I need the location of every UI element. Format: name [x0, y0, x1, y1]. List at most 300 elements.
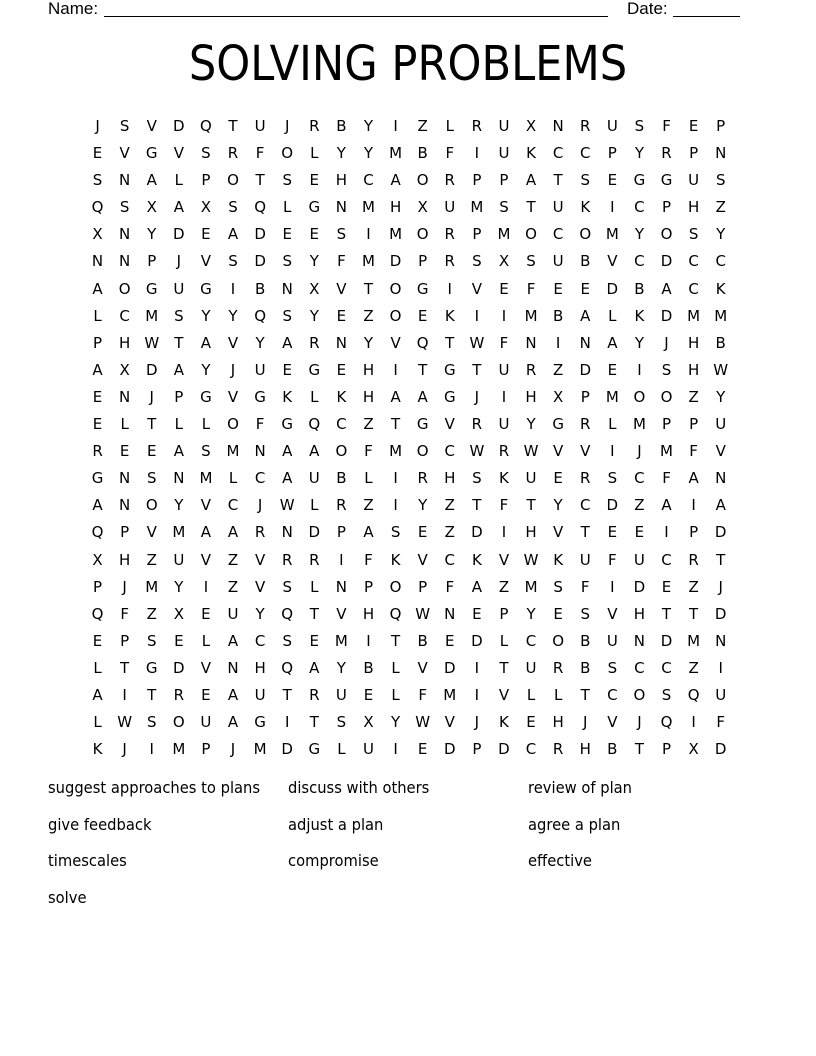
- grid-letter[interactable]: Y: [174, 496, 184, 515]
- grid-letter[interactable]: O: [416, 171, 429, 190]
- grid-letter[interactable]: F: [608, 550, 617, 569]
- grid-letter[interactable]: P: [499, 171, 509, 190]
- grid-letter[interactable]: G: [443, 360, 456, 379]
- grid-letter[interactable]: L: [391, 685, 400, 704]
- grid-letter[interactable]: N: [173, 469, 185, 488]
- grid-letter[interactable]: Z: [688, 658, 699, 677]
- grid-letter[interactable]: V: [200, 658, 212, 677]
- grid-letter[interactable]: C: [227, 496, 239, 515]
- grid-letter[interactable]: Z: [146, 550, 157, 569]
- grid-letter[interactable]: N: [91, 252, 104, 271]
- grid-letter[interactable]: X: [92, 225, 103, 244]
- grid-letter[interactable]: P: [120, 631, 130, 650]
- grid-letter[interactable]: E: [363, 685, 374, 704]
- grid-letter[interactable]: E: [553, 469, 563, 488]
- grid-letter[interactable]: X: [498, 252, 510, 271]
- grid-letter[interactable]: N: [335, 333, 347, 352]
- grid-letter[interactable]: T: [689, 604, 699, 623]
- grid-letter[interactable]: W: [144, 333, 160, 352]
- grid-letter[interactable]: M: [632, 415, 646, 434]
- grid-letter[interactable]: U: [579, 550, 591, 569]
- grid-letter[interactable]: K: [336, 387, 347, 406]
- grid-letter[interactable]: W: [523, 550, 539, 569]
- grid-letter[interactable]: X: [200, 198, 212, 217]
- grid-letter[interactable]: M: [389, 225, 403, 244]
- grid-letter[interactable]: V: [498, 550, 510, 569]
- grid-letter[interactable]: Y: [309, 306, 319, 325]
- grid-letter[interactable]: V: [444, 415, 455, 434]
- grid-letter[interactable]: S: [580, 171, 590, 190]
- grid-letter[interactable]: Q: [91, 604, 104, 623]
- grid-letter[interactable]: Q: [91, 198, 104, 217]
- grid-letter[interactable]: Y: [201, 306, 211, 325]
- grid-letter[interactable]: H: [254, 658, 266, 677]
- grid-letter[interactable]: U: [173, 279, 185, 298]
- grid-letter[interactable]: N: [119, 171, 131, 190]
- grid-letter[interactable]: P: [201, 740, 211, 759]
- grid-letter[interactable]: V: [553, 442, 564, 461]
- grid-letter[interactable]: V: [227, 387, 239, 406]
- grid-letter[interactable]: I: [122, 685, 127, 704]
- grid-letter[interactable]: S: [146, 469, 157, 488]
- grid-letter[interactable]: A: [227, 225, 239, 244]
- grid-letter[interactable]: H: [687, 198, 700, 217]
- grid-letter[interactable]: H: [579, 740, 591, 759]
- grid-letter[interactable]: Y: [363, 117, 374, 135]
- grid-letter[interactable]: S: [146, 713, 157, 732]
- grid-letter[interactable]: P: [661, 740, 672, 759]
- grid-letter[interactable]: A: [580, 306, 591, 325]
- grid-letter[interactable]: O: [660, 387, 673, 406]
- grid-letter[interactable]: N: [335, 577, 347, 596]
- grid-letter[interactable]: F: [716, 713, 726, 732]
- grid-letter[interactable]: U: [498, 117, 510, 135]
- grid-letter[interactable]: G: [200, 387, 212, 406]
- date-field[interactable]: [673, 0, 740, 17]
- grid-letter[interactable]: R: [309, 685, 320, 704]
- grid-letter[interactable]: R: [444, 171, 455, 190]
- grid-letter[interactable]: T: [147, 415, 157, 434]
- grid-letter[interactable]: H: [362, 387, 375, 406]
- grid-letter[interactable]: F: [445, 577, 455, 596]
- grid-letter[interactable]: S: [119, 198, 130, 217]
- grid-letter[interactable]: R: [336, 496, 347, 515]
- grid-letter[interactable]: V: [390, 333, 401, 352]
- grid-letter[interactable]: S: [634, 117, 645, 135]
- grid-letter[interactable]: I: [664, 523, 669, 542]
- grid-letter[interactable]: Q: [91, 523, 104, 542]
- grid-letter[interactable]: S: [526, 252, 536, 271]
- grid-letter[interactable]: H: [362, 360, 375, 379]
- grid-letter[interactable]: N: [254, 442, 266, 461]
- grid-letter[interactable]: E: [634, 523, 645, 542]
- grid-letter[interactable]: R: [471, 415, 483, 434]
- grid-letter[interactable]: V: [471, 279, 482, 298]
- grid-letter[interactable]: E: [309, 631, 320, 650]
- grid-letter[interactable]: L: [174, 415, 183, 434]
- grid-letter[interactable]: G: [633, 171, 646, 190]
- grid-letter[interactable]: I: [366, 225, 371, 244]
- grid-letter[interactable]: P: [499, 604, 509, 623]
- grid-letter[interactable]: B: [715, 333, 726, 352]
- grid-letter[interactable]: Y: [336, 144, 346, 163]
- grid-letter[interactable]: G: [308, 198, 321, 217]
- grid-letter[interactable]: P: [201, 171, 211, 190]
- grid-letter[interactable]: N: [335, 198, 347, 217]
- grid-letter[interactable]: E: [445, 631, 455, 650]
- grid-letter[interactable]: V: [607, 252, 618, 271]
- grid-letter[interactable]: Z: [688, 577, 699, 596]
- grid-letter[interactable]: Z: [444, 496, 455, 515]
- grid-letter[interactable]: V: [146, 523, 157, 542]
- grid-letter[interactable]: A: [390, 387, 401, 406]
- grid-letter[interactable]: A: [282, 442, 293, 461]
- grid-letter[interactable]: F: [120, 604, 129, 623]
- grid-letter[interactable]: E: [92, 415, 103, 434]
- grid-letter[interactable]: T: [363, 279, 374, 298]
- grid-letter[interactable]: I: [501, 387, 507, 406]
- grid-letter[interactable]: F: [364, 442, 373, 461]
- grid-letter[interactable]: K: [282, 387, 293, 406]
- grid-letter[interactable]: S: [553, 577, 563, 596]
- grid-letter[interactable]: H: [633, 604, 646, 623]
- grid-letter[interactable]: F: [499, 496, 509, 515]
- grid-letter[interactable]: N: [227, 658, 239, 677]
- grid-letter[interactable]: Y: [553, 496, 563, 515]
- grid-letter[interactable]: G: [254, 387, 266, 406]
- grid-letter[interactable]: M: [605, 387, 619, 406]
- grid-letter[interactable]: S: [228, 252, 238, 271]
- grid-letter[interactable]: I: [149, 740, 154, 759]
- grid-letter[interactable]: S: [336, 713, 347, 732]
- grid-letter[interactable]: I: [555, 333, 561, 352]
- grid-letter[interactable]: D: [254, 225, 266, 244]
- grid-letter[interactable]: Y: [309, 252, 319, 271]
- grid-letter[interactable]: O: [525, 225, 537, 244]
- grid-letter[interactable]: U: [525, 469, 537, 488]
- grid-letter[interactable]: D: [660, 631, 673, 650]
- grid-letter[interactable]: R: [92, 442, 103, 461]
- grid-letter[interactable]: D: [660, 252, 673, 271]
- grid-letter[interactable]: K: [634, 306, 645, 325]
- grid-letter[interactable]: M: [443, 685, 457, 704]
- grid-letter[interactable]: O: [552, 631, 565, 650]
- grid-letter[interactable]: E: [119, 442, 130, 461]
- grid-letter[interactable]: U: [498, 144, 510, 163]
- grid-letter[interactable]: S: [580, 604, 590, 623]
- grid-letter[interactable]: T: [255, 171, 265, 190]
- grid-letter[interactable]: O: [633, 387, 646, 406]
- grid-letter[interactable]: A: [661, 279, 672, 298]
- grid-letter[interactable]: M: [172, 740, 186, 759]
- grid-letter[interactable]: Y: [363, 333, 374, 352]
- grid-letter[interactable]: U: [498, 360, 510, 379]
- grid-letter[interactable]: A: [417, 387, 428, 406]
- grid-letter[interactable]: J: [664, 333, 669, 352]
- grid-letter[interactable]: Z: [227, 550, 239, 569]
- grid-letter[interactable]: T: [228, 117, 238, 135]
- grid-letter[interactable]: U: [688, 171, 700, 190]
- grid-letter[interactable]: D: [443, 740, 456, 759]
- grid-letter[interactable]: X: [119, 360, 130, 379]
- grid-letter[interactable]: H: [525, 387, 537, 406]
- grid-letter[interactable]: M: [470, 198, 484, 217]
- grid-letter[interactable]: F: [526, 279, 536, 298]
- grid-letter[interactable]: C: [254, 631, 266, 650]
- grid-letter[interactable]: S: [472, 252, 482, 271]
- grid-letter[interactable]: B: [336, 117, 347, 135]
- grid-letter[interactable]: L: [499, 631, 509, 650]
- grid-letter[interactable]: O: [227, 171, 239, 190]
- grid-letter[interactable]: Z: [363, 415, 374, 434]
- grid-letter[interactable]: A: [661, 496, 672, 515]
- grid-letter[interactable]: R: [471, 117, 483, 135]
- grid-letter[interactable]: S: [336, 225, 347, 244]
- grid-letter[interactable]: M: [362, 252, 375, 271]
- grid-letter[interactable]: E: [417, 523, 428, 542]
- grid-letter[interactable]: G: [660, 171, 673, 190]
- grid-letter[interactable]: U: [227, 604, 239, 623]
- grid-letter[interactable]: W: [469, 333, 485, 352]
- grid-letter[interactable]: S: [661, 685, 672, 704]
- grid-letter[interactable]: D: [498, 740, 510, 759]
- grid-letter[interactable]: N: [119, 387, 131, 406]
- grid-letter[interactable]: S: [228, 198, 238, 217]
- grid-letter[interactable]: L: [391, 658, 400, 677]
- grid-letter[interactable]: Y: [526, 604, 536, 623]
- grid-letter[interactable]: I: [393, 469, 398, 488]
- grid-letter[interactable]: M: [253, 740, 267, 759]
- grid-letter[interactable]: A: [363, 523, 374, 542]
- grid-letter[interactable]: U: [254, 685, 266, 704]
- grid-letter[interactable]: E: [92, 144, 103, 163]
- grid-letter[interactable]: J: [637, 442, 642, 461]
- grid-letter[interactable]: I: [393, 496, 398, 515]
- grid-letter[interactable]: P: [661, 198, 672, 217]
- grid-letter[interactable]: A: [173, 442, 184, 461]
- grid-letter[interactable]: C: [119, 306, 130, 325]
- grid-letter[interactable]: B: [580, 631, 591, 650]
- grid-letter[interactable]: B: [552, 306, 564, 325]
- grid-letter[interactable]: I: [203, 577, 209, 596]
- grid-letter[interactable]: U: [200, 713, 212, 732]
- grid-letter[interactable]: Y: [418, 496, 428, 515]
- grid-letter[interactable]: O: [145, 496, 158, 515]
- grid-letter[interactable]: U: [498, 415, 510, 434]
- grid-letter[interactable]: H: [687, 360, 700, 379]
- grid-letter[interactable]: I: [610, 442, 615, 461]
- grid-letter[interactable]: R: [498, 442, 510, 461]
- grid-letter[interactable]: P: [147, 252, 157, 271]
- grid-letter[interactable]: K: [553, 550, 564, 569]
- grid-letter[interactable]: T: [174, 333, 184, 352]
- grid-letter[interactable]: U: [444, 198, 456, 217]
- grid-letter[interactable]: L: [608, 306, 617, 325]
- grid-letter[interactable]: R: [580, 415, 591, 434]
- grid-letter[interactable]: J: [95, 117, 100, 135]
- grid-letter[interactable]: P: [472, 225, 482, 244]
- grid-letter[interactable]: N: [552, 117, 564, 135]
- grid-letter[interactable]: N: [633, 631, 646, 650]
- grid-letter[interactable]: N: [715, 144, 727, 163]
- grid-letter[interactable]: M: [524, 306, 538, 325]
- grid-letter[interactable]: P: [120, 523, 130, 542]
- grid-letter[interactable]: E: [417, 306, 428, 325]
- grid-letter[interactable]: C: [634, 252, 645, 271]
- grid-letter[interactable]: L: [445, 117, 454, 135]
- grid-letter[interactable]: G: [281, 415, 294, 434]
- grid-letter[interactable]: A: [607, 333, 618, 352]
- grid-letter[interactable]: U: [606, 117, 618, 135]
- grid-letter[interactable]: P: [580, 387, 590, 406]
- grid-letter[interactable]: Y: [174, 577, 184, 596]
- grid-letter[interactable]: V: [119, 144, 130, 163]
- grid-letter[interactable]: G: [552, 415, 564, 434]
- grid-letter[interactable]: R: [254, 523, 266, 542]
- grid-letter[interactable]: P: [174, 387, 184, 406]
- grid-letter[interactable]: R: [227, 144, 239, 163]
- grid-letter[interactable]: U: [633, 550, 645, 569]
- grid-letter[interactable]: A: [92, 496, 103, 515]
- grid-letter[interactable]: O: [335, 442, 348, 461]
- grid-letter[interactable]: D: [145, 360, 158, 379]
- grid-letter[interactable]: S: [607, 469, 618, 488]
- grid-letter[interactable]: R: [281, 550, 293, 569]
- grid-letter[interactable]: R: [688, 550, 699, 569]
- grid-letter[interactable]: Q: [254, 306, 267, 325]
- grid-letter[interactable]: S: [607, 658, 618, 677]
- grid-letter[interactable]: X: [92, 550, 103, 569]
- grid-letter[interactable]: C: [579, 144, 591, 163]
- grid-letter[interactable]: Q: [389, 604, 402, 623]
- grid-letter[interactable]: C: [661, 550, 672, 569]
- grid-letter[interactable]: T: [282, 685, 292, 704]
- grid-letter[interactable]: L: [93, 658, 102, 677]
- grid-letter[interactable]: R: [552, 740, 564, 759]
- grid-letter[interactable]: L: [337, 740, 346, 759]
- grid-letter[interactable]: I: [474, 306, 480, 325]
- grid-letter[interactable]: O: [227, 415, 239, 434]
- grid-letter[interactable]: I: [393, 740, 398, 759]
- grid-letter[interactable]: I: [637, 360, 642, 379]
- grid-letter[interactable]: Y: [363, 144, 374, 163]
- grid-letter[interactable]: U: [362, 740, 374, 759]
- grid-letter[interactable]: E: [309, 225, 320, 244]
- grid-letter[interactable]: T: [120, 658, 130, 677]
- grid-letter[interactable]: D: [660, 306, 673, 325]
- grid-letter[interactable]: T: [716, 550, 726, 569]
- grid-letter[interactable]: F: [445, 144, 455, 163]
- grid-letter[interactable]: I: [474, 144, 480, 163]
- grid-letter[interactable]: J: [718, 577, 723, 596]
- grid-letter[interactable]: A: [688, 469, 699, 488]
- grid-letter[interactable]: A: [200, 333, 212, 352]
- grid-letter[interactable]: Z: [146, 604, 157, 623]
- grid-letter[interactable]: U: [715, 415, 727, 434]
- grid-letter[interactable]: U: [173, 550, 185, 569]
- grid-letter[interactable]: H: [119, 333, 131, 352]
- grid-letter[interactable]: S: [174, 306, 184, 325]
- grid-letter[interactable]: Z: [715, 198, 726, 217]
- grid-letter[interactable]: O: [633, 685, 646, 704]
- grid-letter[interactable]: D: [389, 252, 402, 271]
- grid-letter[interactable]: C: [661, 658, 672, 677]
- grid-letter[interactable]: L: [310, 387, 319, 406]
- grid-letter[interactable]: Q: [416, 333, 429, 352]
- grid-letter[interactable]: S: [390, 523, 401, 542]
- grid-letter[interactable]: K: [471, 550, 482, 569]
- grid-letter[interactable]: V: [146, 117, 157, 135]
- grid-letter[interactable]: T: [390, 631, 401, 650]
- grid-letter[interactable]: D: [173, 117, 185, 135]
- grid-letter[interactable]: U: [552, 198, 564, 217]
- grid-letter[interactable]: J: [122, 740, 127, 759]
- grid-letter[interactable]: C: [579, 496, 591, 515]
- grid-letter[interactable]: L: [553, 685, 563, 704]
- grid-letter[interactable]: S: [472, 469, 482, 488]
- grid-letter[interactable]: G: [200, 279, 212, 298]
- grid-letter[interactable]: D: [173, 658, 185, 677]
- grid-letter[interactable]: Q: [687, 685, 700, 704]
- grid-letter[interactable]: Q: [200, 117, 212, 135]
- grid-letter[interactable]: T: [472, 360, 482, 379]
- grid-letter[interactable]: I: [284, 713, 290, 732]
- grid-letter[interactable]: C: [715, 252, 726, 271]
- grid-letter[interactable]: P: [336, 523, 346, 542]
- grid-letter[interactable]: T: [309, 604, 319, 623]
- grid-letter[interactable]: W: [415, 604, 431, 623]
- grid-letter[interactable]: V: [580, 442, 591, 461]
- grid-letter[interactable]: D: [281, 740, 293, 759]
- grid-letter[interactable]: R: [444, 225, 455, 244]
- grid-letter[interactable]: V: [607, 604, 618, 623]
- grid-letter[interactable]: B: [363, 658, 374, 677]
- grid-letter[interactable]: B: [580, 658, 591, 677]
- grid-letter[interactable]: G: [91, 469, 104, 488]
- grid-letter[interactable]: I: [474, 658, 480, 677]
- grid-letter[interactable]: M: [497, 225, 511, 244]
- grid-letter[interactable]: A: [715, 496, 726, 515]
- grid-letter[interactable]: P: [607, 144, 617, 163]
- grid-letter[interactable]: O: [281, 144, 294, 163]
- grid-letter[interactable]: F: [662, 469, 671, 488]
- grid-letter[interactable]: P: [93, 577, 103, 596]
- grid-letter[interactable]: C: [254, 469, 266, 488]
- grid-letter[interactable]: O: [416, 442, 429, 461]
- grid-letter[interactable]: E: [201, 685, 211, 704]
- grid-letter[interactable]: D: [579, 360, 592, 379]
- grid-letter[interactable]: I: [610, 577, 615, 596]
- grid-letter[interactable]: S: [282, 252, 292, 271]
- grid-letter[interactable]: L: [120, 415, 129, 434]
- grid-letter[interactable]: O: [579, 225, 592, 244]
- grid-letter[interactable]: S: [661, 360, 672, 379]
- grid-letter[interactable]: N: [281, 523, 293, 542]
- grid-letter[interactable]: E: [92, 387, 103, 406]
- grid-letter[interactable]: A: [92, 685, 103, 704]
- grid-letter[interactable]: M: [362, 198, 375, 217]
- grid-letter[interactable]: V: [444, 713, 455, 732]
- grid-letter[interactable]: T: [661, 604, 672, 623]
- grid-letter[interactable]: T: [147, 685, 157, 704]
- grid-letter[interactable]: C: [688, 279, 699, 298]
- grid-letter[interactable]: I: [691, 496, 696, 515]
- grid-letter[interactable]: V: [254, 550, 266, 569]
- grid-letter[interactable]: N: [119, 252, 131, 271]
- grid-letter[interactable]: Y: [255, 604, 265, 623]
- grid-letter[interactable]: N: [119, 225, 131, 244]
- grid-letter[interactable]: Z: [634, 496, 645, 515]
